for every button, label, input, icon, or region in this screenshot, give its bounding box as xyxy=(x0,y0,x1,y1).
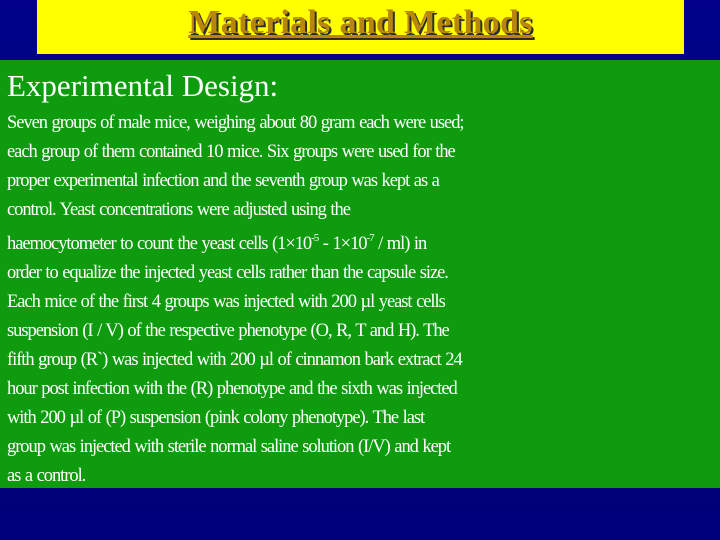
exponent-min: -5 xyxy=(311,232,319,244)
concentration-text-start: haemocytometer to count the yeast cells (1×10 xyxy=(7,234,312,255)
paragraph-line: order to equalize the injected yeast cells rather than the capsule size. xyxy=(7,263,448,284)
paragraph-line: Seven groups of male mice, weighing about 80 gram each were used; xyxy=(7,113,464,133)
content-panel xyxy=(0,60,720,488)
paragraph-line: suspension (I / V) of the respective phenotype (O, R, T and H). The xyxy=(7,321,449,342)
paragraph-line: as a control. xyxy=(7,466,86,487)
paragraph-line: Each mice of the first 4 groups was injected with 200 µl yeast cells xyxy=(7,292,445,313)
paragraph-line: hour post infection with the (R) phenotype and the sixth was injected xyxy=(7,379,457,400)
paragraph-line: group was injected with sterile normal saline solution (I/V) and kept xyxy=(7,437,451,458)
paragraph-line: control. Yeast concentrations were adjusted using the xyxy=(7,200,350,220)
title-bar xyxy=(37,0,684,54)
slide-title: Materials and Methods xyxy=(188,4,533,41)
paragraph-line-concentration xyxy=(7,225,719,259)
concentration-text-end: / ml) in xyxy=(373,234,427,255)
paragraph-line: fifth group (R`) was injected with 200 µl of cinnamon bark extract 24 xyxy=(7,350,462,371)
body-paragraph xyxy=(7,109,719,491)
paragraph-line: with 200 µl of (P) suspension (pink colony phenotype). The last xyxy=(7,408,425,429)
paragraph-line: proper experimental infection and the seventh group was kept as a xyxy=(7,171,439,191)
paragraph-line: each group of them contained 10 mice. Six groups were used for the xyxy=(7,142,455,162)
exponent-max: -7 xyxy=(366,232,374,244)
section-heading: Experimental Design: xyxy=(7,68,279,103)
concentration-text-middle: - 1×10 xyxy=(318,234,367,255)
